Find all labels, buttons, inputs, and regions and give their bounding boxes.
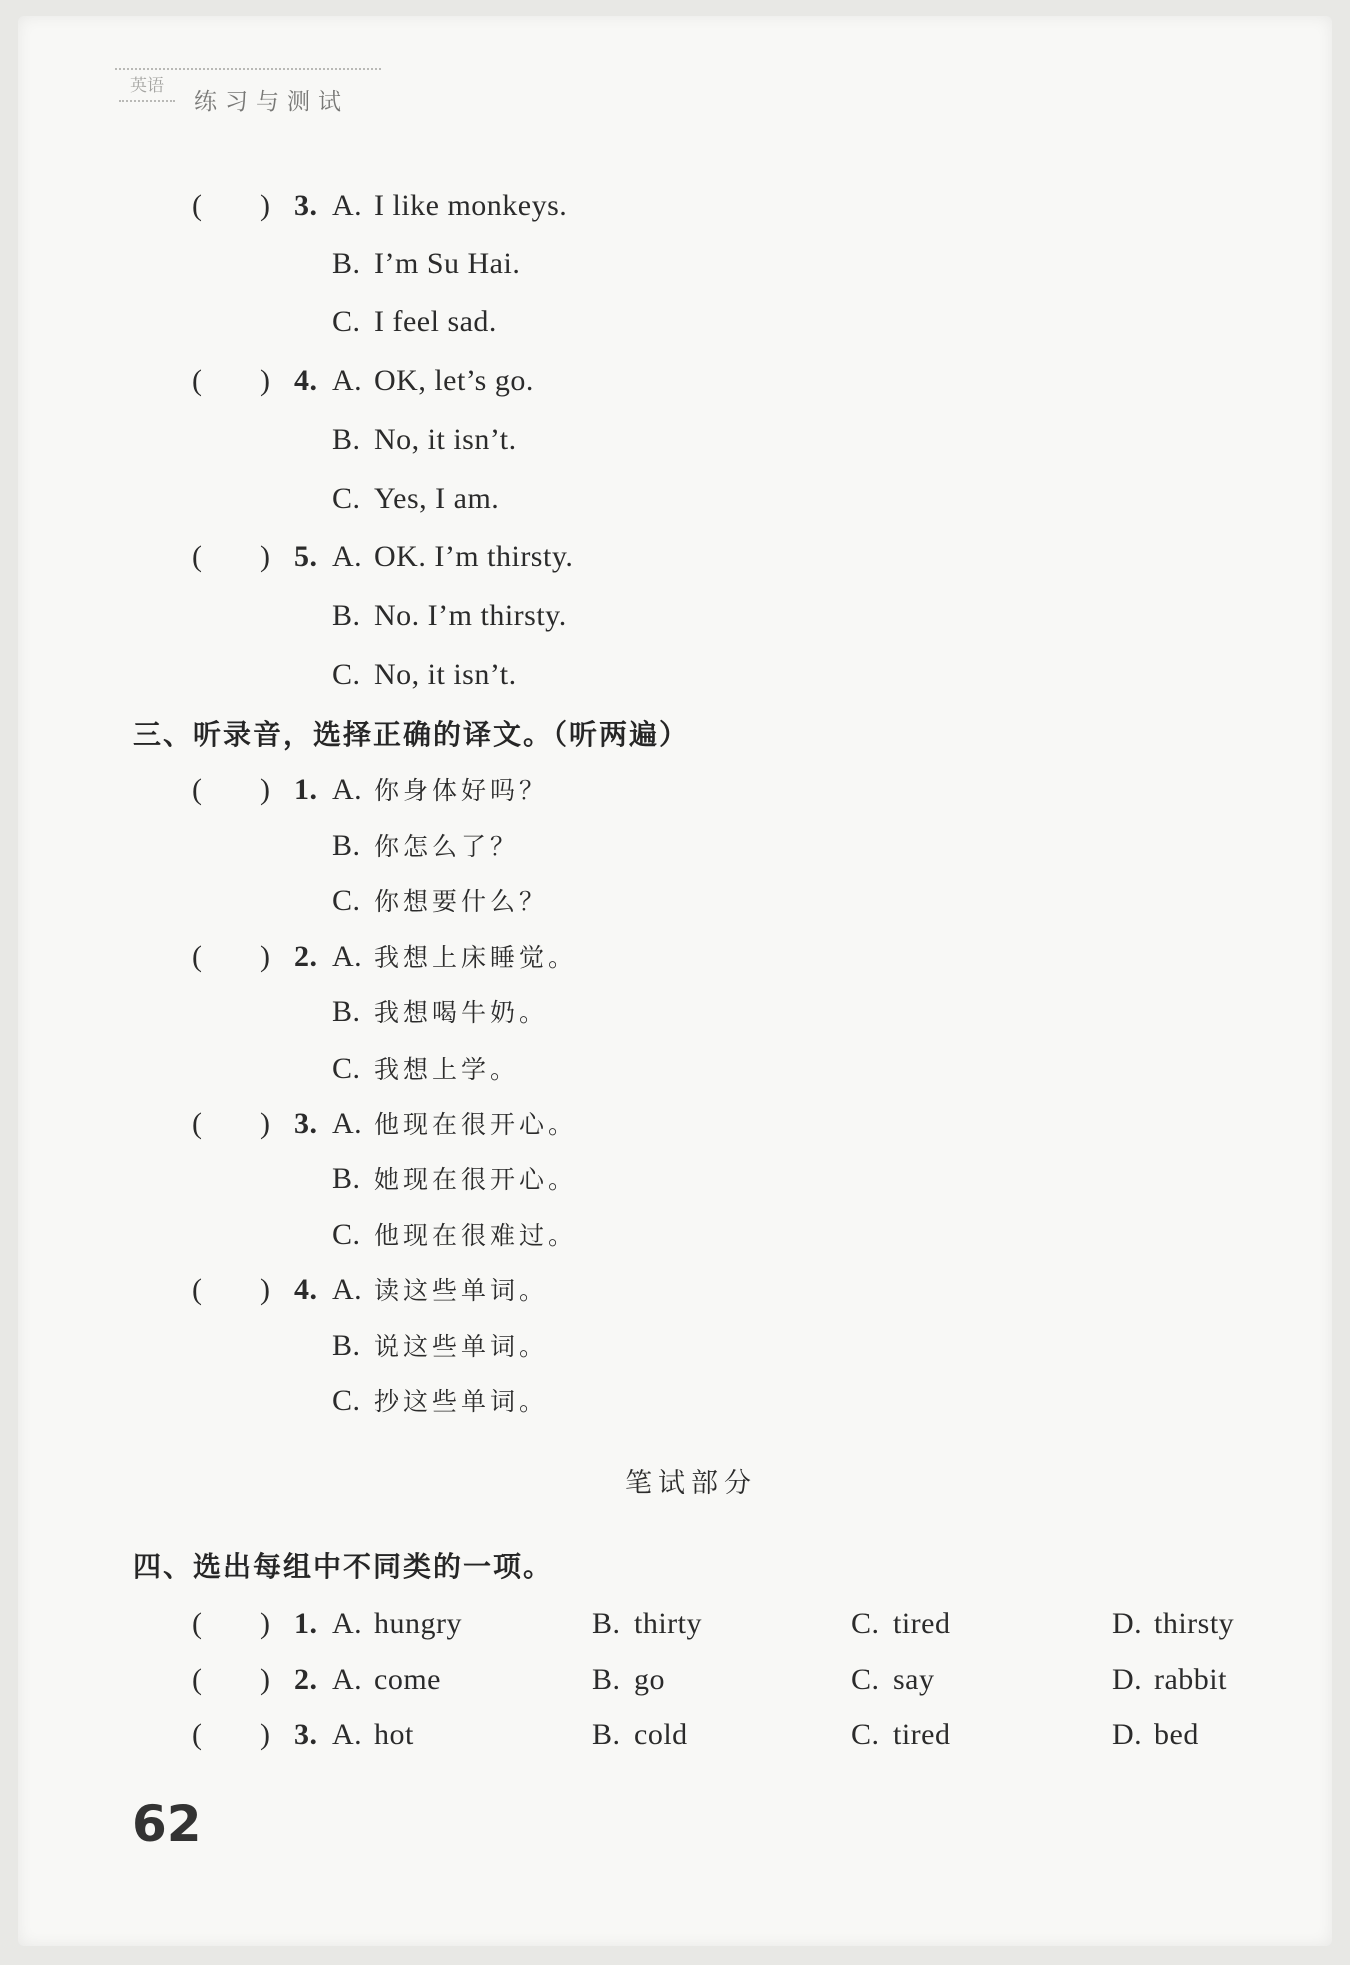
option-d <box>1112 1602 1234 1646</box>
option-text: tired <box>893 1718 951 1751</box>
answer-blank-open: ( <box>192 1607 203 1640</box>
header-subject: 英语 <box>119 74 175 102</box>
question-row <box>0 1713 1350 1757</box>
question-number: 2. <box>294 940 318 973</box>
option-text: No, it isn’t. <box>374 423 517 456</box>
option-row <box>0 242 1350 286</box>
option-letter: A. <box>332 189 363 222</box>
answer-blank-open: ( <box>192 1273 203 1306</box>
option-c <box>332 653 517 697</box>
answer-blank-close: ) <box>260 364 271 397</box>
option-c <box>332 477 499 521</box>
header-title: 练习与测试 <box>194 89 349 115</box>
option-text: rabbit <box>1154 1663 1227 1696</box>
option-letter: C. <box>851 1607 880 1640</box>
question-row <box>0 359 1350 403</box>
option-text: go <box>634 1663 665 1696</box>
option-text: 你怎么了？ <box>374 832 520 861</box>
option-letter: A. <box>332 540 363 573</box>
option-a <box>332 768 548 813</box>
option-b <box>332 1324 548 1369</box>
answer-blank-close: ) <box>260 1718 271 1751</box>
answer-blank-close: ) <box>260 773 271 806</box>
option-text: tired <box>893 1607 951 1640</box>
option-text: OK. I’m thirsty. <box>374 540 574 573</box>
option-letter: B. <box>332 247 361 280</box>
answer-blank-close: ) <box>260 189 271 222</box>
option-d <box>1112 1713 1199 1757</box>
page-number: 62 <box>132 1795 202 1853</box>
option-d <box>1112 1658 1227 1702</box>
answer-blank-open: ( <box>192 364 203 397</box>
option-row <box>0 879 1350 923</box>
option-c <box>851 1713 950 1757</box>
answer-blank-open: ( <box>192 1663 203 1696</box>
option-b <box>332 1157 577 1202</box>
option-row <box>0 653 1350 697</box>
option-text: cold <box>634 1718 688 1751</box>
option-text: 我想上床睡觉。 <box>374 943 578 972</box>
option-a <box>332 1102 577 1147</box>
question-number: 1. <box>294 773 318 806</box>
option-letter: C. <box>332 305 361 338</box>
option-b <box>592 1713 688 1757</box>
question-number: 3. <box>294 1718 318 1751</box>
option-text: 说这些单词。 <box>374 1332 549 1361</box>
option-text: I feel sad. <box>374 305 497 338</box>
option-letter: A. <box>332 773 363 806</box>
option-row <box>0 418 1350 462</box>
option-letter: D. <box>1112 1607 1143 1640</box>
question-row <box>0 935 1350 979</box>
option-text: say <box>893 1663 935 1696</box>
option-letter: A. <box>332 1663 363 1696</box>
option-b <box>332 418 517 462</box>
answer-blank-open: ( <box>192 773 203 806</box>
option-letter: C. <box>332 482 361 515</box>
answer-blank-close: ) <box>260 1663 271 1696</box>
option-b <box>332 594 567 638</box>
option-a <box>332 1658 441 1702</box>
option-a <box>332 535 573 579</box>
option-row <box>0 1379 1350 1423</box>
option-c <box>332 879 548 924</box>
answer-blank-close: ) <box>260 1607 271 1640</box>
option-letter: C. <box>332 1384 361 1417</box>
question-number: 5. <box>294 540 318 573</box>
answer-blank-open: ( <box>192 1718 203 1751</box>
option-row <box>0 300 1350 344</box>
option-text: hot <box>374 1718 414 1751</box>
option-text: No. I’m thirsty. <box>374 599 567 632</box>
option-a <box>332 1602 462 1646</box>
option-text: hungry <box>374 1607 462 1640</box>
option-text: No, it isn’t. <box>374 658 517 691</box>
option-text: 我想上学。 <box>374 1055 520 1084</box>
option-row <box>0 1324 1350 1368</box>
option-letter: C. <box>332 1052 361 1085</box>
answer-blank-close: ) <box>260 940 271 973</box>
option-letter: B. <box>592 1663 621 1696</box>
answer-blank-close: ) <box>260 1107 271 1140</box>
option-letter: A. <box>332 364 363 397</box>
option-a <box>332 359 534 403</box>
option-letter: A. <box>332 1273 363 1306</box>
option-letter: B. <box>332 995 361 1028</box>
option-row <box>0 594 1350 638</box>
option-row <box>0 477 1350 521</box>
answer-blank-close: ) <box>260 1273 271 1306</box>
question-number: 2. <box>294 1663 318 1696</box>
option-letter: B. <box>332 599 361 632</box>
option-letter: B. <box>332 1329 361 1362</box>
option-letter: A. <box>332 1107 363 1140</box>
question-row <box>0 1268 1350 1312</box>
option-text: thirsty <box>1154 1607 1235 1640</box>
option-letter: C. <box>332 1218 361 1251</box>
option-text: OK, let’s go. <box>374 364 534 397</box>
option-c <box>851 1658 935 1702</box>
header-dotted-rule <box>115 68 381 70</box>
question-number: 1. <box>294 1607 318 1640</box>
answer-blank-open: ( <box>192 189 203 222</box>
option-text: Yes, I am. <box>374 482 500 515</box>
section3-heading: 三、听录音，选择正确的译文。（听两遍） <box>133 718 690 751</box>
option-letter: A. <box>332 940 363 973</box>
option-letter: B. <box>592 1718 621 1751</box>
option-letter: B. <box>332 423 361 456</box>
option-letter: C. <box>332 658 361 691</box>
option-text: 我想喝牛奶。 <box>374 998 549 1027</box>
option-text: 她现在很开心。 <box>374 1165 578 1194</box>
option-text: I’m Su Hai. <box>374 247 521 280</box>
option-row <box>0 1047 1350 1091</box>
option-row <box>0 990 1350 1034</box>
option-letter: D. <box>1112 1663 1143 1696</box>
option-b <box>592 1602 702 1646</box>
option-text: 你身体好吗？ <box>374 776 549 805</box>
option-letter: B. <box>332 1162 361 1195</box>
option-a <box>332 184 567 228</box>
section4-heading: 四、选出每组中不同类的一项。 <box>133 1550 554 1583</box>
option-c <box>332 1047 519 1092</box>
question-number: 4. <box>294 1273 318 1306</box>
option-b <box>332 242 520 286</box>
option-letter: B. <box>332 829 361 862</box>
option-text: 读这些单词。 <box>374 1276 549 1305</box>
question-number: 4. <box>294 364 318 397</box>
question-row <box>0 184 1350 228</box>
option-letter: A. <box>332 1718 363 1751</box>
option-c <box>851 1602 950 1646</box>
option-text: I like monkeys. <box>374 189 568 222</box>
question-row <box>0 1102 1350 1146</box>
answer-blank-open: ( <box>192 540 203 573</box>
question-row <box>0 1602 1350 1646</box>
option-text: thirty <box>634 1607 702 1640</box>
option-letter: A. <box>332 1607 363 1640</box>
option-c <box>332 1213 577 1258</box>
question-row <box>0 535 1350 579</box>
option-text: bed <box>1154 1718 1199 1751</box>
answer-blank-open: ( <box>192 940 203 973</box>
option-letter: B. <box>592 1607 621 1640</box>
option-text: 抄这些单词。 <box>374 1387 549 1416</box>
option-text: 他现在很开心。 <box>374 1110 578 1139</box>
option-letter: C. <box>851 1663 880 1696</box>
question-row <box>0 768 1350 812</box>
option-letter: C. <box>851 1718 880 1751</box>
option-row <box>0 1157 1350 1201</box>
option-letter: C. <box>332 884 361 917</box>
question-row <box>0 1658 1350 1702</box>
option-text: 你想要什么？ <box>374 887 549 916</box>
option-row <box>0 824 1350 868</box>
option-row <box>0 1213 1350 1257</box>
answer-blank-open: ( <box>192 1107 203 1140</box>
option-c <box>332 300 497 344</box>
option-b <box>592 1658 665 1702</box>
option-a <box>332 935 577 980</box>
option-c <box>332 1379 548 1424</box>
question-number: 3. <box>294 189 318 222</box>
written-part-title: 笔试部分 <box>625 1468 757 1499</box>
option-a <box>332 1268 548 1313</box>
option-letter: D. <box>1112 1718 1143 1751</box>
option-b <box>332 990 548 1035</box>
option-text: 他现在很难过。 <box>374 1221 578 1250</box>
option-a <box>332 1713 414 1757</box>
option-text: come <box>374 1663 441 1696</box>
answer-blank-close: ) <box>260 540 271 573</box>
question-number: 3. <box>294 1107 318 1140</box>
option-b <box>332 824 519 869</box>
